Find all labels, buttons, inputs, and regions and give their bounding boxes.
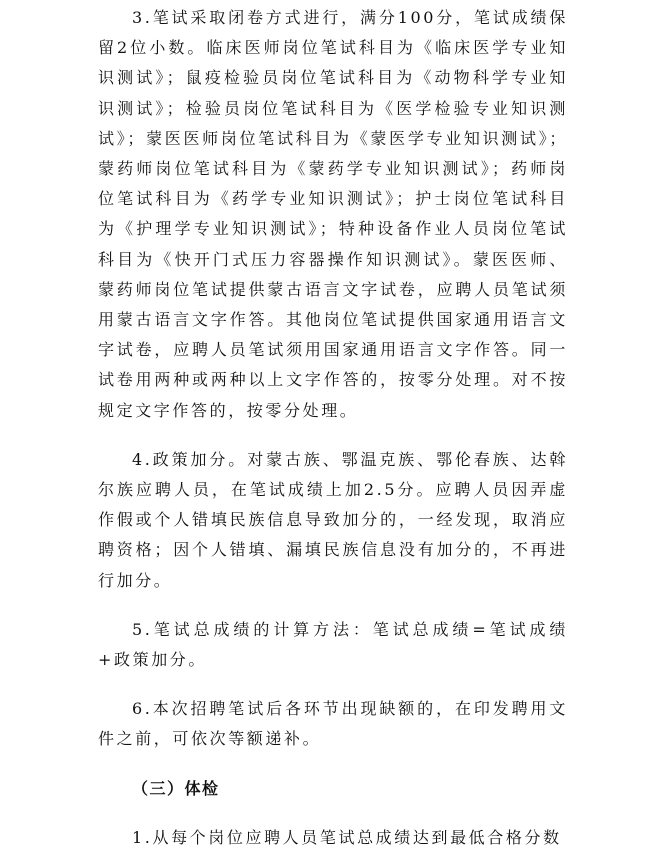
document-page — [98, 0, 568, 853]
paragraph-physical-exam-selection: 1.从每个岗位应聘人员笔试总成绩达到最低合格分数 — [132, 827, 562, 847]
paragraph-written-exam-subjects: 3.笔试采取闭卷方式进行，满分100分，笔试成绩保留2位小数。临床医师岗位笔试科目为《临床医学专业知识测试》；鼠疫检验员岗位笔试科目为《动物科学专业知识测试》；检验员岗位笔试科目为《医学检验专业知识测试》；蒙医医师岗位笔试科目为《蒙医学专业知识测试》；蒙药师岗位笔试科目为《蒙药学专业知识测试》；药师岗位笔试科目为《药学专业知识测试》；护士岗位笔试科目为《护理学专业知识测试》；特种设备作业人员岗位笔试科目为《快开门式压力容器操作知识测试》。蒙医医师、蒙药师岗位笔试提供蒙古语言文字试卷，应聘人员笔试须用蒙古语言文字作答。其他岗位笔试提供国家通用语言文字试卷，应聘人员笔试须用国家通用语言文字作答。同一试卷用两种或两种以上文字作答的，按零分处理。对不按规定文字作答的，按零分处理。 — [98, 8, 568, 420]
paragraph-total-score-formula: 5.笔试总成绩的计算方法：笔试总成绩=笔试成绩+政策加分。 — [98, 619, 568, 670]
section-heading-physical-exam: （三）体检 — [132, 778, 220, 798]
paragraph-policy-bonus: 4.政策加分。对蒙古族、鄂温克族、鄂伦春族、达斡尔族应聘人员，在笔试成绩上加2.5分。应聘人员因弄虚作假或个人错填民族信息导致加分的，一经发现，取消应聘资格；因个人错填、漏填民族信息没有加分的，不再进行加分。 — [98, 449, 568, 590]
paragraph-vacancy-substitution: 6.本次招聘笔试后各环节出现缺额的，在印发聘用文件之前，可依次等额递补。 — [98, 699, 568, 749]
